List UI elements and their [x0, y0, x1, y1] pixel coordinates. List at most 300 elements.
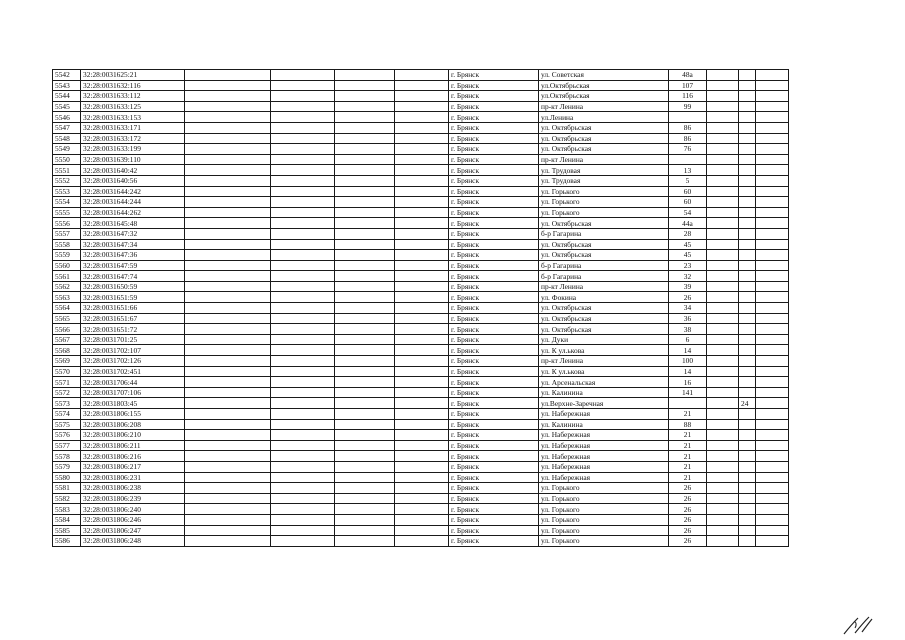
cell-empty [707, 144, 739, 155]
table-row [53, 483, 789, 494]
cell-num: 5569 [53, 356, 81, 367]
table-row [53, 144, 789, 155]
cell-cad: 32:28:0031651:67 [81, 313, 185, 324]
cell-empty [756, 133, 789, 144]
cell-street: б-р Гагарина [539, 228, 669, 239]
cell-empty [335, 514, 395, 525]
table-row [53, 239, 789, 250]
cell-street: ул. Набережная [539, 472, 669, 483]
cell-house: 44а [669, 218, 707, 229]
cell-cad: 32:28:0031639:110 [81, 154, 185, 165]
cell-empty [756, 356, 789, 367]
cell-cad: 32:28:0031702:126 [81, 356, 185, 367]
table-row [53, 101, 789, 112]
cell-empty [756, 398, 789, 409]
cell-street: ул. К ул.ькова [539, 345, 669, 356]
cell-empty [185, 91, 271, 102]
cell-street: ул. Октябрьская [539, 324, 669, 335]
cell-empty [271, 419, 335, 430]
cell-c11 [739, 133, 756, 144]
cell-empty [707, 165, 739, 176]
cell-empty [335, 144, 395, 155]
cell-city: г. Брянск [449, 250, 539, 261]
cell-empty [185, 366, 271, 377]
cell-cad: 32:28:0031806:231 [81, 472, 185, 483]
cell-empty [707, 387, 739, 398]
cell-empty [395, 409, 449, 420]
cell-cad: 32:28:0031633:112 [81, 91, 185, 102]
cell-empty [335, 228, 395, 239]
cell-house: 21 [669, 409, 707, 420]
cell-city: г. Брянск [449, 409, 539, 420]
cell-empty [335, 197, 395, 208]
cell-street: ул. Набережная [539, 461, 669, 472]
cell-num: 5565 [53, 313, 81, 324]
cell-cad: 32:28:0031633:153 [81, 112, 185, 123]
table-row [53, 409, 789, 420]
cell-street: ул. Горького [539, 197, 669, 208]
cell-empty [395, 504, 449, 515]
cell-cad: 32:28:0031706:44 [81, 377, 185, 388]
cell-empty [707, 366, 739, 377]
cell-empty [707, 461, 739, 472]
cell-house: 26 [669, 483, 707, 494]
cell-c11 [739, 409, 756, 420]
cell-c11 [739, 366, 756, 377]
table-row [53, 207, 789, 218]
cell-empty [707, 525, 739, 536]
cell-empty [335, 292, 395, 303]
cell-street: ул. Советская [539, 70, 669, 81]
cell-num: 5580 [53, 472, 81, 483]
cell-street: ул. Горького [539, 483, 669, 494]
cell-house: 16 [669, 377, 707, 388]
cell-empty [335, 101, 395, 112]
cell-empty [756, 207, 789, 218]
cell-city: г. Брянск [449, 303, 539, 314]
cell-house: 5 [669, 175, 707, 186]
cell-street: ул. Набережная [539, 440, 669, 451]
cell-empty [335, 313, 395, 324]
cell-num: 5571 [53, 377, 81, 388]
cell-street: ул. Трудовая [539, 175, 669, 186]
table-row [53, 313, 789, 324]
cell-empty [707, 239, 739, 250]
cell-empty [756, 366, 789, 377]
cell-empty [707, 292, 739, 303]
cell-empty [756, 303, 789, 314]
cell-cad: 32:28:0031701:25 [81, 334, 185, 345]
table-row [53, 260, 789, 271]
cell-cad: 32:28:0031633:172 [81, 133, 185, 144]
cell-empty [271, 271, 335, 282]
cell-c11 [739, 377, 756, 388]
cell-empty [185, 133, 271, 144]
cell-empty [395, 451, 449, 462]
cell-c11 [739, 80, 756, 91]
cell-city: г. Брянск [449, 440, 539, 451]
cell-empty [395, 356, 449, 367]
cell-num: 5575 [53, 419, 81, 430]
cell-empty [335, 493, 395, 504]
cell-empty [756, 387, 789, 398]
cell-empty [271, 260, 335, 271]
cell-empty [756, 440, 789, 451]
cell-empty [395, 239, 449, 250]
cell-empty [707, 504, 739, 515]
cell-empty [271, 461, 335, 472]
table-row [53, 271, 789, 282]
cell-empty [756, 313, 789, 324]
cell-city: г. Брянск [449, 514, 539, 525]
table-row [53, 366, 789, 377]
cell-house: 21 [669, 461, 707, 472]
cell-empty [756, 239, 789, 250]
cell-cad: 32:28:0031645:48 [81, 218, 185, 229]
table-row [53, 430, 789, 441]
cell-empty [335, 112, 395, 123]
table-row [53, 80, 789, 91]
cell-street: ул. Октябрьская [539, 133, 669, 144]
cell-empty [756, 514, 789, 525]
cell-city: г. Брянск [449, 70, 539, 81]
cell-empty [707, 186, 739, 197]
cell-street: ул.Верхне-Заречная [539, 398, 669, 409]
cell-street: ул. Арсенальская [539, 377, 669, 388]
cell-empty [271, 472, 335, 483]
cell-city: г. Брянск [449, 324, 539, 335]
cell-empty [335, 334, 395, 345]
cell-num: 5577 [53, 440, 81, 451]
cell-empty [271, 504, 335, 515]
cell-empty [271, 334, 335, 345]
cell-empty [335, 122, 395, 133]
cell-empty [185, 387, 271, 398]
cell-empty [707, 133, 739, 144]
cell-empty [271, 440, 335, 451]
cell-c11 [739, 430, 756, 441]
cell-empty [395, 133, 449, 144]
cell-empty [707, 536, 739, 547]
cell-empty [335, 133, 395, 144]
cell-empty [395, 472, 449, 483]
cell-empty [335, 366, 395, 377]
cell-cad: 32:28:0031644:262 [81, 207, 185, 218]
cell-empty [395, 91, 449, 102]
cell-empty [271, 80, 335, 91]
cell-house: 26 [669, 493, 707, 504]
cell-empty [185, 409, 271, 420]
cell-street: пр-кт Ленина [539, 281, 669, 292]
cell-street: ул. К ул.ькова [539, 366, 669, 377]
cell-street: ул. Набережная [539, 409, 669, 420]
cell-empty [335, 303, 395, 314]
cell-empty [756, 483, 789, 494]
cell-empty [756, 324, 789, 335]
cell-empty [271, 483, 335, 494]
table-row [53, 472, 789, 483]
cell-empty [271, 409, 335, 420]
cell-empty [707, 334, 739, 345]
cell-empty [335, 239, 395, 250]
cell-empty [185, 483, 271, 494]
cell-empty [707, 80, 739, 91]
table-row [53, 334, 789, 345]
handwritten-page-mark [840, 609, 880, 637]
cell-empty [271, 430, 335, 441]
cell-empty [707, 324, 739, 335]
cell-street: ул.Октябрьская [539, 80, 669, 91]
cell-street: ул. Горького [539, 207, 669, 218]
cell-num: 5552 [53, 175, 81, 186]
cell-empty [271, 493, 335, 504]
cell-cad: 32:28:0031632:116 [81, 80, 185, 91]
cell-city: г. Брянск [449, 144, 539, 155]
cell-house: 26 [669, 536, 707, 547]
cell-num: 5559 [53, 250, 81, 261]
cell-cad: 32:28:0031633:171 [81, 122, 185, 133]
cell-empty [185, 154, 271, 165]
cell-city: г. Брянск [449, 133, 539, 144]
cell-city: г. Брянск [449, 112, 539, 123]
cell-empty [707, 493, 739, 504]
cell-empty [756, 504, 789, 515]
cell-c11 [739, 112, 756, 123]
cell-house: 100 [669, 356, 707, 367]
cell-c11 [739, 91, 756, 102]
cell-empty [185, 536, 271, 547]
cell-c11 [739, 250, 756, 261]
cell-cad: 32:28:0031647:74 [81, 271, 185, 282]
cell-empty [271, 345, 335, 356]
cell-c11 [739, 493, 756, 504]
cell-empty [271, 398, 335, 409]
cell-empty [395, 101, 449, 112]
cell-city: г. Брянск [449, 292, 539, 303]
cell-empty [756, 430, 789, 441]
cell-empty [271, 218, 335, 229]
cell-num: 5584 [53, 514, 81, 525]
cell-empty [271, 133, 335, 144]
table-row [53, 281, 789, 292]
cell-empty [707, 207, 739, 218]
cell-cad: 32:28:0031647:59 [81, 260, 185, 271]
cell-num: 5561 [53, 271, 81, 282]
cell-empty [756, 91, 789, 102]
cell-empty [395, 112, 449, 123]
cell-empty [395, 154, 449, 165]
cell-city: г. Брянск [449, 366, 539, 377]
cell-empty [756, 260, 789, 271]
cell-house [669, 112, 707, 123]
cell-cad: 32:28:0031806:210 [81, 430, 185, 441]
cell-empty [185, 324, 271, 335]
cell-empty [756, 122, 789, 133]
cell-house: 13 [669, 165, 707, 176]
cell-city: г. Брянск [449, 154, 539, 165]
cell-city: г. Брянск [449, 80, 539, 91]
cell-empty [707, 483, 739, 494]
cell-cad: 32:28:0031644:242 [81, 186, 185, 197]
cell-empty [707, 250, 739, 261]
cell-empty [707, 175, 739, 186]
cell-street: ул. Горького [539, 186, 669, 197]
cell-house: 14 [669, 366, 707, 377]
cell-house: 88 [669, 419, 707, 430]
cell-city: г. Брянск [449, 122, 539, 133]
cell-street: ул. Горького [539, 525, 669, 536]
cell-city: г. Брянск [449, 239, 539, 250]
cell-city: г. Брянск [449, 356, 539, 367]
cell-c11 [739, 504, 756, 515]
cell-empty [395, 493, 449, 504]
cell-empty [335, 377, 395, 388]
cell-empty [395, 483, 449, 494]
cell-city: г. Брянск [449, 430, 539, 441]
cell-empty [335, 472, 395, 483]
cell-empty [707, 70, 739, 81]
cell-house: 86 [669, 122, 707, 133]
cell-empty [707, 377, 739, 388]
cell-empty [335, 387, 395, 398]
cell-house [669, 154, 707, 165]
cell-street: ул. Горького [539, 536, 669, 547]
cell-empty [271, 366, 335, 377]
cell-empty [271, 377, 335, 388]
cell-empty [756, 292, 789, 303]
cell-empty [271, 165, 335, 176]
cell-empty [335, 398, 395, 409]
cell-c11: 24 [739, 398, 756, 409]
cell-num: 5553 [53, 186, 81, 197]
cell-empty [395, 228, 449, 239]
cell-empty [707, 218, 739, 229]
cell-empty [395, 440, 449, 451]
cell-empty [271, 112, 335, 123]
table-row [53, 70, 789, 81]
cell-street: ул.Октябрьская [539, 91, 669, 102]
cell-empty [335, 324, 395, 335]
cell-street: ул. Фокина [539, 292, 669, 303]
cell-empty [271, 101, 335, 112]
cell-empty [335, 345, 395, 356]
table-row [53, 91, 789, 102]
cell-empty [335, 419, 395, 430]
table-row [53, 377, 789, 388]
cell-c11 [739, 101, 756, 112]
cell-empty [185, 260, 271, 271]
cell-cad: 32:28:0031702:451 [81, 366, 185, 377]
cell-empty [707, 260, 739, 271]
cell-num: 5578 [53, 451, 81, 462]
cell-num: 5548 [53, 133, 81, 144]
cell-city: г. Брянск [449, 451, 539, 462]
cell-street: ул. Октябрьская [539, 303, 669, 314]
cell-c11 [739, 154, 756, 165]
cell-c11 [739, 387, 756, 398]
cell-street: б-р Гагарина [539, 260, 669, 271]
cell-cad: 32:28:0031806:247 [81, 525, 185, 536]
cell-empty [185, 250, 271, 261]
cell-empty [335, 356, 395, 367]
cell-empty [271, 122, 335, 133]
cell-empty [271, 228, 335, 239]
cell-empty [185, 525, 271, 536]
cell-house [669, 398, 707, 409]
table-row [53, 419, 789, 430]
cell-c11 [739, 419, 756, 430]
cell-empty [185, 398, 271, 409]
cell-house: 26 [669, 514, 707, 525]
cell-empty [185, 80, 271, 91]
cell-c11 [739, 260, 756, 271]
cell-cad: 32:28:0031651:59 [81, 292, 185, 303]
cell-empty [395, 175, 449, 186]
cell-empty [271, 281, 335, 292]
cell-empty [335, 461, 395, 472]
cell-empty [707, 303, 739, 314]
cell-cad: 32:28:0031702:107 [81, 345, 185, 356]
cell-empty [707, 154, 739, 165]
cell-empty [271, 356, 335, 367]
cell-empty [335, 536, 395, 547]
cell-empty [335, 483, 395, 494]
cell-empty [185, 504, 271, 515]
cell-empty [185, 345, 271, 356]
cell-house: 107 [669, 80, 707, 91]
cell-empty [185, 377, 271, 388]
cell-cad: 32:28:0031806:155 [81, 409, 185, 420]
cell-num: 5551 [53, 165, 81, 176]
cell-city: г. Брянск [449, 91, 539, 102]
address-register-table [52, 69, 789, 547]
cell-empty [707, 430, 739, 441]
cell-cad: 32:28:0031647:34 [81, 239, 185, 250]
cell-house: 54 [669, 207, 707, 218]
cell-empty [395, 122, 449, 133]
cell-city: г. Брянск [449, 260, 539, 271]
cell-empty [395, 419, 449, 430]
cell-empty [271, 70, 335, 81]
cell-house: 86 [669, 133, 707, 144]
cell-empty [707, 345, 739, 356]
cell-empty [395, 366, 449, 377]
table-row [53, 250, 789, 261]
cell-empty [756, 175, 789, 186]
cell-empty [271, 186, 335, 197]
cell-empty [756, 70, 789, 81]
cell-street: ул. Октябрьская [539, 313, 669, 324]
cell-c11 [739, 472, 756, 483]
cell-empty [335, 260, 395, 271]
cell-street: ул. Калинина [539, 387, 669, 398]
cell-num: 5570 [53, 366, 81, 377]
cell-empty [756, 451, 789, 462]
cell-empty [335, 430, 395, 441]
table-row [53, 493, 789, 504]
cell-empty [335, 504, 395, 515]
cell-street: ул. Трудовая [539, 165, 669, 176]
cell-house: 26 [669, 525, 707, 536]
table-row [53, 345, 789, 356]
cell-empty [707, 122, 739, 133]
cell-c11 [739, 165, 756, 176]
cell-empty [756, 461, 789, 472]
cell-num: 5562 [53, 281, 81, 292]
cell-c11 [739, 239, 756, 250]
cell-cad: 32:28:0031650:59 [81, 281, 185, 292]
cell-empty [707, 419, 739, 430]
